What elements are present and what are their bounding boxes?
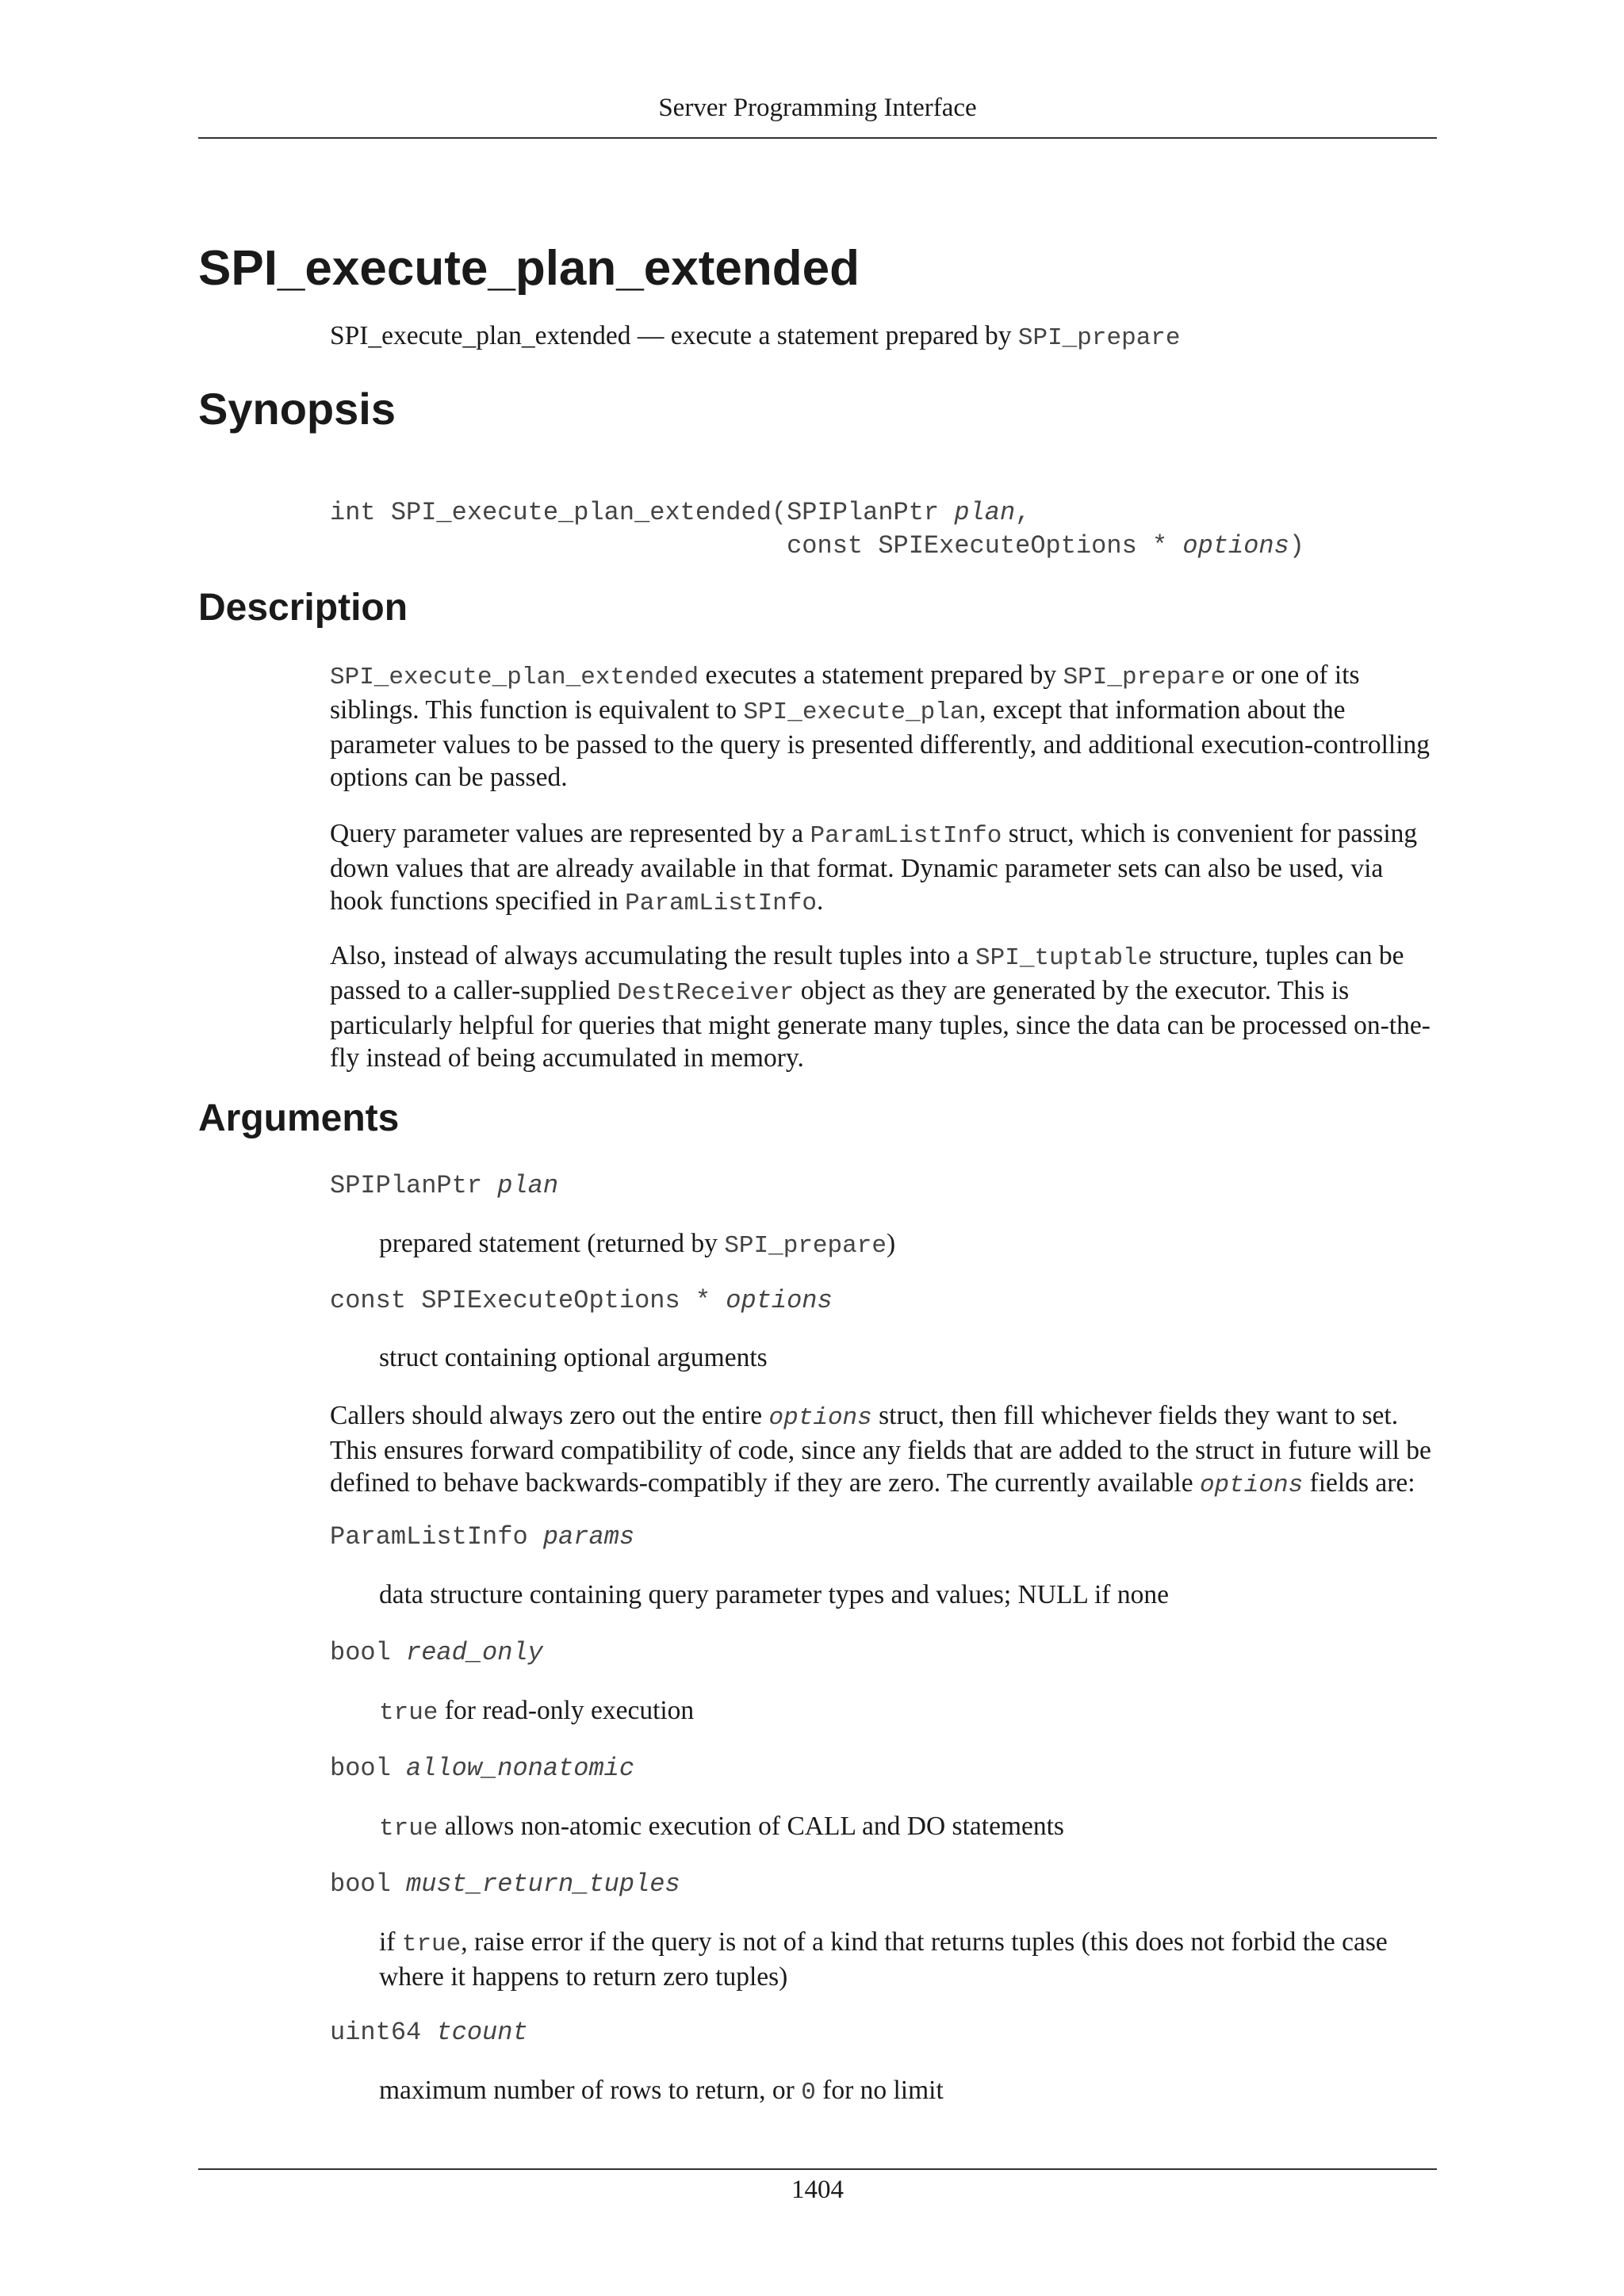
p2-text-2: struct, which is convenient for passing down values that are already available in that format. Dynamic parameter sets can also be used, via hook functions specified in <box>330 819 1418 916</box>
synopsis-code <box>330 496 1304 563</box>
p2-code-1: ParamListInfo <box>810 822 1002 850</box>
note-text-2: struct, then fill whichever fields they want to set. This ensures forward compatibility of code, since any fields that are added to the struct in future will be defined to behave backwards-compatibly if they are zero. The currently available <box>330 1401 1431 1498</box>
field-params-desc: data structure containing query parameter types and values; NULL if none <box>379 1580 1169 1609</box>
p3-text-3: object as they are generated by the executor. This is particularly helpful for queries that might generate many tuples, since the data can be processed on-the-fly instead of being accumulated in memory. <box>330 976 1431 1073</box>
p1-text-1: executes a statement prepared by <box>699 660 1063 690</box>
field-read-only-name: read_only <box>406 1638 543 1667</box>
note-code-2: options <box>1199 1471 1304 1499</box>
field-tcount-type: uint64 <box>330 2018 437 2047</box>
field-tcount-name: tcount <box>436 2018 528 2047</box>
field-tcount-desc <box>379 2074 1437 2109</box>
synopsis-line1-c: , <box>1015 498 1031 527</box>
header-rule <box>198 137 1437 139</box>
note-code-1: options <box>768 1404 872 1432</box>
field-read-only-text: for read-only execution <box>438 1696 695 1725</box>
field-allow-nonatomic-code: true <box>379 1815 439 1843</box>
description-paragraph-3 <box>330 939 1437 1074</box>
field-tcount-text-2: for no limit <box>815 2076 944 2105</box>
synopsis-line2-c: ) <box>1289 531 1304 561</box>
options-note <box>330 1399 1437 1502</box>
field-allow-nonatomic-text: allows non-atomic execution of CALL and DO statements <box>438 1812 1064 1841</box>
refname-sep: — execute a statement prepared by <box>630 321 1018 350</box>
arg-options-desc: struct containing optional arguments <box>379 1343 768 1372</box>
field-allow-nonatomic-name: allow_nonatomic <box>406 1754 635 1783</box>
field-must-return-tuples-name: must_return_tuples <box>406 1869 680 1899</box>
p1-text-3: , except that information about the parameter values to be passed to the query is presented differently, and additional execution-controlling options can be passed. <box>330 695 1430 792</box>
field-tcount-code: 0 <box>801 2079 816 2107</box>
page-title: SPI_execute_plan_extended <box>198 241 860 296</box>
footer-rule <box>198 2168 1437 2170</box>
arg-plan-text-1: prepared statement (returned by <box>379 1229 725 1258</box>
p2-code-2: ParamListInfo <box>625 890 817 917</box>
arguments-heading: Arguments <box>198 1097 400 1139</box>
field-params-name: params <box>542 1522 635 1552</box>
field-must-return-tuples-text-2: , raise error if the query is not of a kind that returns tuples (this does not forbid the case where it happens to return zero tuples) <box>379 1927 1388 1992</box>
field-read-only-code: true <box>379 1699 439 1727</box>
arg-plan-term <box>330 1169 558 1202</box>
synopsis-line2-a: const SPIExecuteOptions * <box>330 531 1183 561</box>
synopsis-line1-a: int SPI_execute_plan_extended(SPIPlanPtr <box>330 498 955 527</box>
field-must-return-tuples-code: true <box>401 1931 462 1958</box>
field-must-return-tuples-term <box>330 1868 680 1900</box>
arg-plan-name: plan <box>497 1171 559 1200</box>
p3-code-2: DestReceiver <box>617 979 795 1007</box>
arg-plan-type: SPIPlanPtr <box>330 1171 498 1200</box>
field-must-return-tuples-text-1: if <box>379 1927 402 1957</box>
synopsis-line2-param: options <box>1182 531 1289 561</box>
field-allow-nonatomic-term <box>330 1752 634 1785</box>
arg-options-name: options <box>726 1286 833 1315</box>
p2-text-1: Query parameter values are represented by a <box>330 819 810 848</box>
p1-code-1: SPI_execute_plan_extended <box>330 664 699 691</box>
field-tcount-term <box>330 2016 528 2049</box>
field-tcount-text-1: maximum number of rows to return, or <box>379 2076 802 2105</box>
p3-text-2: structure, tuples can be passed to a caller-supplied <box>330 941 1404 1005</box>
p1-text-2: or one of its siblings. This function is equivalent to <box>330 660 1360 725</box>
note-text-3: fields are: <box>1303 1468 1415 1498</box>
description-paragraph-1 <box>330 659 1437 794</box>
p2-text-3: . <box>817 886 824 916</box>
arg-plan-code: SPI_prepare <box>724 1232 887 1260</box>
field-allow-nonatomic-type: bool <box>330 1754 407 1783</box>
arg-options-type: const SPIExecuteOptions * <box>330 1286 726 1315</box>
synopsis-line1-param: plan <box>954 498 1016 527</box>
page-number: 1404 <box>791 2175 844 2204</box>
field-params-type: ParamListInfo <box>330 1522 543 1552</box>
field-read-only-term <box>330 1636 543 1669</box>
field-must-return-tuples-desc <box>379 1926 1437 1993</box>
refname-code: SPI_prepare <box>1017 324 1181 352</box>
p3-text-1: Also, instead of always accumulating the result tuples into a <box>330 941 976 970</box>
p1-code-3: SPI_execute_plan <box>743 698 980 726</box>
arg-plan-text-2: ) <box>886 1229 896 1258</box>
field-params-term <box>330 1521 634 1553</box>
running-header: Server Programming Interface <box>658 94 977 122</box>
p1-code-2: SPI_prepare <box>1063 664 1226 691</box>
description-paragraph-2 <box>330 817 1437 920</box>
refname-line <box>330 320 1437 354</box>
field-read-only-desc <box>379 1694 1437 1729</box>
field-allow-nonatomic-desc <box>379 1810 1437 1845</box>
field-read-only-type: bool <box>330 1638 407 1667</box>
description-heading: Description <box>198 587 408 629</box>
refname-name: SPI_execute_plan_extended <box>330 321 631 350</box>
field-must-return-tuples-type: bool <box>330 1869 407 1899</box>
arg-options-term <box>330 1284 833 1317</box>
p3-code-1: SPI_tuptable <box>975 944 1153 972</box>
note-text-1: Callers should always zero out the entire <box>330 1401 769 1430</box>
arg-plan-desc <box>379 1227 1437 1262</box>
synopsis-heading: Synopsis <box>198 384 396 434</box>
